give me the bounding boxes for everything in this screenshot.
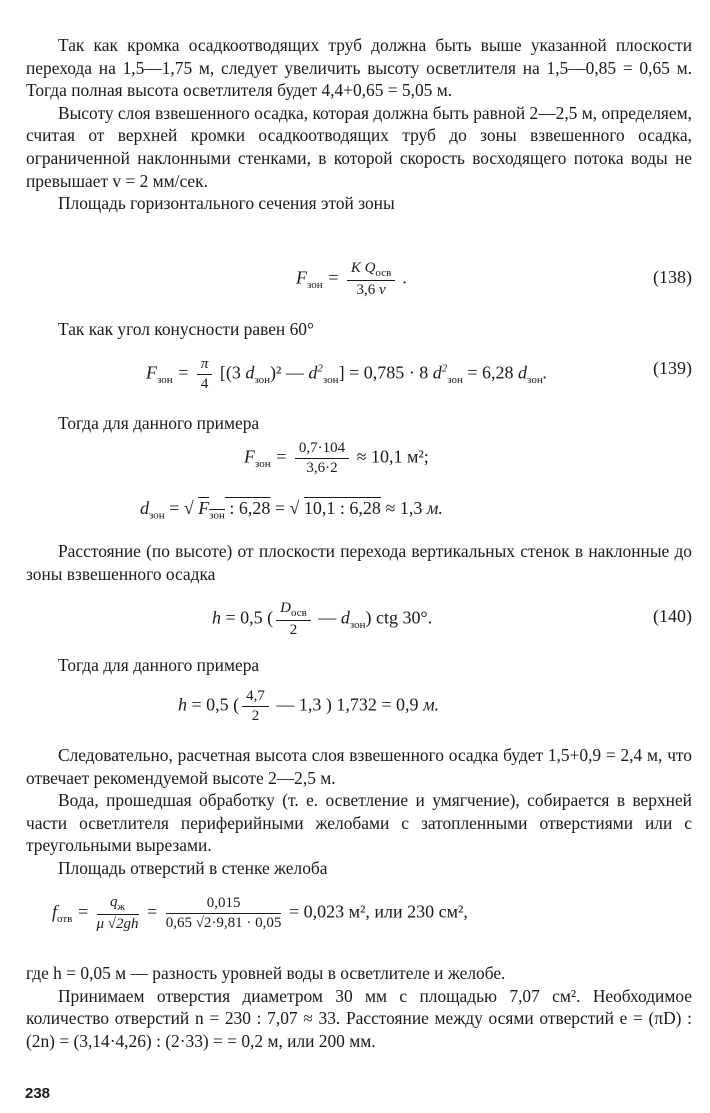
paragraph: Площадь отверстий в стенке желоба [58, 857, 328, 878]
text-block-5 [26, 654, 692, 677]
paragraph: Так как угол конусности равен 60° [58, 319, 314, 339]
paragraph: Расстояние (по высоте) от плоскости перехода вертикальных стенок в наклонные до зоны взвешенного осадка [26, 541, 692, 584]
equation-138: $F_{зон}$ = $\frac{K Q_{осв}}{3,6 v}$ . (138) [296, 260, 692, 298]
paragraph: Высоту слоя взвешенного осадка, которая должна быть равной 2—2,5 м, определяем, считая от верхней кромки осадкоотводящих труб до зоны взвешенного осадка, ограниченной наклонными стенками, в которой скорость восходящего потока воды не превышает v = 2 мм/сек. [26, 102, 692, 191]
equation-number: (138) [653, 267, 692, 287]
equation-number: (139) [653, 358, 692, 378]
equation-140: h = 0,5 ( $\frac{D_{осв}}{2}$ — $d_{зон}$) ctg 30°. (140) [212, 600, 692, 638]
text-block-4 [26, 540, 692, 585]
equation-area-example: $F_{зон}$ = $\frac{0,7\cdot 104}{3,6\cdot 2}$ ≈ 10,1 м²; [244, 440, 429, 476]
text-block-7 [26, 962, 692, 1052]
paragraph: Принимаем отверстия диаметром 30 мм с площадью 7,07 см². Необходимое количество отверстий n = 230 : 7,07 ≈ 33. Расстояние между осями отверстий e = (πD) : (2n) = (3,14·4,26) : (2·33) = = 0,2 м, или 200 мм. [26, 985, 692, 1051]
paragraph: где h = 0,05 м — разность уровней воды в осветлителе и желобе. [26, 963, 506, 983]
paragraph: Вода, прошедшая обработку (т. е. осветление и умягчение), собирается в верхней части осветлителя периферийными желобами с затопленными отверстиями или с треугольными вырезами. [26, 790, 692, 856]
text-block-3 [26, 412, 692, 435]
page-number: 238 [25, 1085, 51, 1102]
equation-139: $F_{зон}$ = $\frac{\pi}{4}$ [(3 $d_{зон})^2$ — $d^2_{зон}] = 0,785 \cdot 8$ $d^2_{зон} = 6,28$ $d_{зон}$. (139) [146, 356, 692, 392]
equation-orifice-area: $f_{отв}$ = $\frac{q_ж}{\mu √2gh}$ = $\frac{0,015}{0,65 √2\cdot 9,81 \cdot 0,05}$ = 0,023 м², или 230 см², [52, 894, 468, 932]
paragraph: Тогда для данного примера [58, 655, 260, 675]
paragraph: Так как кромка осадкоотводящих труб должна быть выше указанной плоскости перехода на 1,5—1,75 м, следует увеличить высоту осветлителя на 1,5—0,85 = 0,65 м. Тогда полная высота осветлителя будет 4,4+0,65 = 5,05 м. [26, 35, 692, 101]
text-block-1 [26, 34, 692, 215]
paragraph: Тогда для данного примера [58, 413, 260, 433]
paragraph: Площадь горизонтального сечения этой зоны [58, 193, 395, 214]
paragraph: Следовательно, расчетная высота слоя взвешенного осадка будет 1,5+0,9 = 2,4 м, что отвечает рекомендуемой высоте 2—2,5 м. [26, 745, 692, 788]
text-block-6 [26, 744, 692, 880]
equation-number: (140) [653, 606, 692, 626]
equation-diameter: $d_{зон}$ = √ $F_{зон}$ : 6,28 = √ 10,1 : 6,28 ≈ 1,3 м. [140, 498, 443, 522]
text-block-2 [26, 318, 692, 341]
equation-height-example: h = 0,5 ( $\frac{4,7}{2}$ — 1,3 ) 1,732 = 0,9 м. [178, 688, 440, 724]
